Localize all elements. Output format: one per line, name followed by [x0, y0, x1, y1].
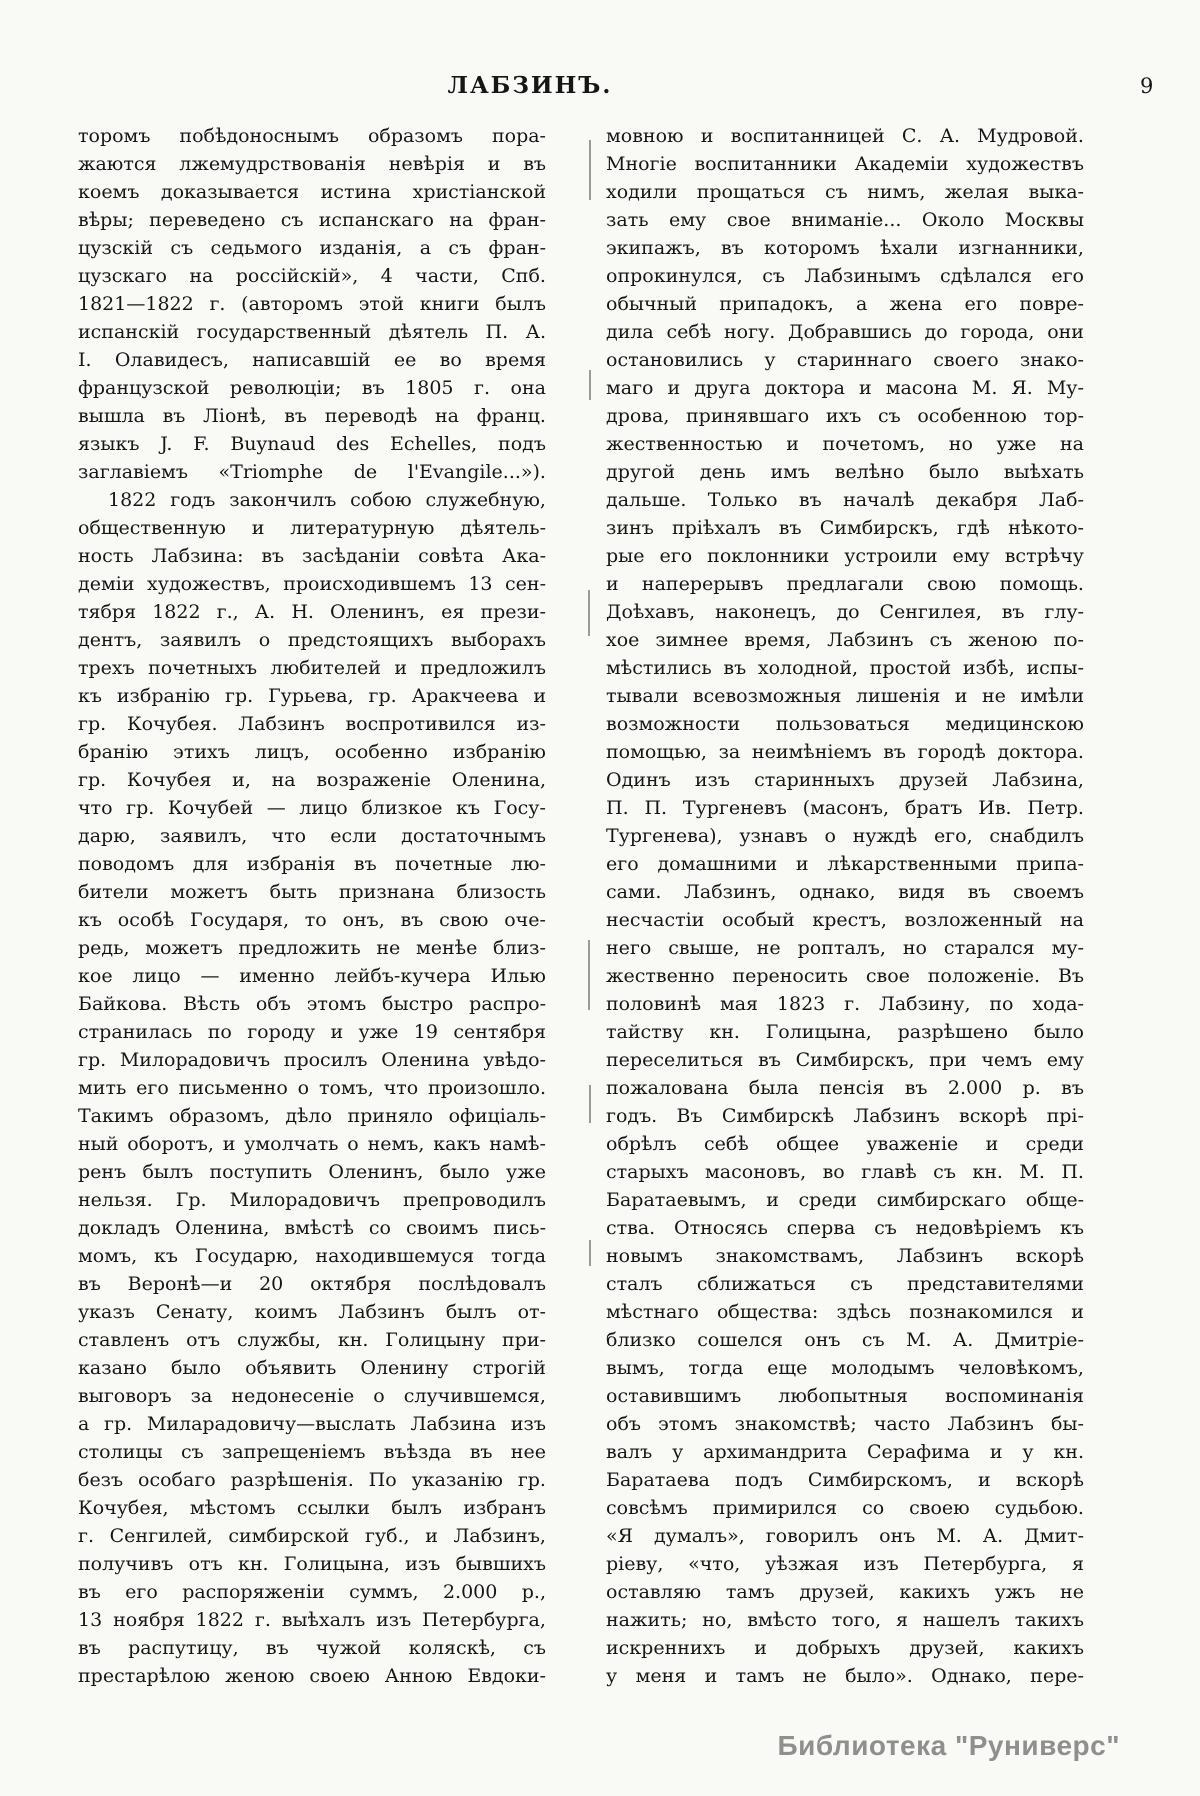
text-line: вышла въ Ліонѣ, въ переводѣ на франц. — [78, 405, 546, 427]
text-line: 13 ноября 1822 г. выѣхалъ изъ Петербурга, — [78, 1609, 546, 1631]
text-line: Многіе воспитанники Академіи художествъ — [606, 153, 1084, 175]
text-line: ставленъ отъ службы, кн. Голицыну при- — [78, 1329, 546, 1351]
column-divider-mark — [589, 370, 591, 400]
text-line: сами. Лабзинъ, однако, видя въ своемъ — [606, 881, 1084, 903]
text-line: жественно переносить свое положеніе. Въ — [606, 965, 1084, 987]
column-divider-mark — [588, 590, 590, 636]
text-line: поводомъ для избранія въ почетные лю- — [78, 853, 546, 875]
text-line: коемъ доказывается истина христіанской — [78, 181, 546, 203]
text-line: трехъ почетныхъ любителей и предложилъ — [78, 657, 546, 679]
text-line: другой день имъ велѣно было выѣхать — [606, 461, 1084, 483]
text-line: пожалована была пенсія въ 2.000 р. въ — [606, 1077, 1084, 1099]
text-line: къ избранію гр. Гурьева, гр. Аракчеева и — [78, 685, 546, 707]
text-line: экипажъ, въ которомъ ѣхали изгнанники, — [606, 237, 1084, 259]
text-line: у меня и тамъ не было». Однако, пере- — [606, 1665, 1084, 1687]
text-line: дальше. Только въ началѣ декабря Лаб- — [606, 489, 1084, 511]
text-line: помощью, за неимѣніемъ въ городѣ доктора. — [606, 741, 1084, 763]
text-line: оставляю тамъ друзей, какихъ ужъ не — [606, 1581, 1084, 1603]
text-line: рые его поклонники устроили ему встрѣчу — [606, 545, 1084, 567]
text-line: мѣстнаго общества: здѣсь познакомился и — [606, 1301, 1084, 1323]
text-line: «Я думалъ», говорилъ онъ М. А. Дмит- — [606, 1525, 1084, 1547]
text-line: докладъ Оленина, вмѣстѣ со своимъ пись- — [78, 1217, 546, 1239]
text-line: гр. Милорадовичъ просилъ Оленина увѣдо- — [78, 1049, 546, 1071]
text-line: годъ. Въ Симбирскѣ Лабзинъ вскорѣ прі- — [606, 1105, 1084, 1127]
text-column-left — [78, 122, 546, 1690]
text-line: зинъ пріѣхалъ въ Симбирскъ, гдѣ нѣкото- — [606, 517, 1084, 539]
text-line: мить его письменно о томъ, что произошло. — [78, 1077, 546, 1099]
text-line: объ этомъ знакомствѣ; часто Лабзинъ бы- — [606, 1413, 1084, 1435]
text-line: цузскаго на россійскій», 4 части, Спб. — [78, 265, 546, 287]
text-line: Байкова. Вѣсть объ этомъ быстро распро- — [78, 993, 546, 1015]
text-line: обрѣлъ себѣ общее уваженіе и среди — [606, 1133, 1084, 1155]
text-line: безъ особаго разрѣшенія. По указанію гр. — [78, 1469, 546, 1491]
text-line: указъ Сенату, коимъ Лабзинъ былъ от- — [78, 1301, 546, 1323]
text-line: вѣры; переведено съ испанскаго на фран- — [78, 209, 546, 231]
text-line: момъ, къ Государю, находившемуся тогда — [78, 1245, 546, 1267]
text-line: старыхъ масоновъ, во главѣ съ кн. М. П. — [606, 1161, 1084, 1183]
text-line: ходили прощаться съ нимъ, желая выка- — [606, 181, 1084, 203]
text-line: Доѣхавъ, наконецъ, до Сенгилея, въ глу- — [606, 601, 1084, 623]
text-line: и наперерывъ предлагали свою помощь. — [606, 573, 1084, 595]
text-line: несчастіи особый крестъ, возложенный на — [606, 909, 1084, 931]
text-line: въ Веронѣ—и 20 октября послѣдовалъ — [78, 1273, 546, 1295]
text-line: нельзя. Гр. Милорадовичъ препроводилъ — [78, 1189, 546, 1211]
text-line: маго и друга доктора и масона М. Я. Му- — [606, 377, 1084, 399]
text-line: сталъ сближаться съ представителями — [606, 1273, 1084, 1295]
text-line: бранію этихъ лицъ, особенно избранію — [78, 741, 546, 763]
text-line: Одинъ изъ старинныхъ друзей Лабзина, — [606, 769, 1084, 791]
text-line: Баратаева подъ Симбирскомъ, и вскорѣ — [606, 1469, 1084, 1491]
text-line: торомъ побѣдоноснымъ образомъ пора- — [78, 125, 546, 147]
text-line: казано было объявить Оленину строгій — [78, 1357, 546, 1379]
text-line: вымъ, тогда еще молодымъ человѣкомъ, — [606, 1357, 1084, 1379]
text-line: а гр. Миларадовичу—выслать Лабзина изъ — [78, 1413, 546, 1435]
text-line: остановились у стариннаго своего знако- — [606, 349, 1084, 371]
text-line: тывали всевозможныя лишенія и не имѣли — [606, 685, 1084, 707]
page-title: ЛАБЗИНЪ. — [447, 72, 613, 99]
text-line: получивъ отъ кн. Голицына, изъ бывшихъ — [78, 1553, 546, 1575]
text-line: Такимъ образомъ, дѣло приняло офиціаль- — [78, 1105, 546, 1127]
column-divider-mark — [589, 1085, 591, 1123]
text-line: г. Сенгилей, симбирской губ., и Лабзинъ, — [78, 1525, 546, 1547]
text-line: ренъ былъ поступить Оленинъ, было уже — [78, 1161, 546, 1183]
text-line: французской революціи; въ 1805 г. она — [78, 377, 546, 399]
text-line: въ распутицу, въ чужой коляскѣ, съ — [78, 1637, 546, 1659]
text-line: кое лицо — именно лейбъ-кучера Илью — [78, 965, 546, 987]
text-line: тября 1822 г., А. Н. Оленинъ, ея прези- — [78, 601, 546, 623]
text-line: Тургенева), узнавъ о нуждѣ его, снабдилъ — [606, 825, 1084, 847]
text-line: заглавіемъ «Triomphe de l'Evangile...»). — [78, 461, 546, 483]
text-line: опрокинулся, съ Лабзинымъ сдѣлался его — [606, 265, 1084, 287]
text-line: ность Лабзина: въ засѣданіи совѣта Ака- — [78, 545, 546, 567]
text-line: обычный припадокъ, а жена его повре- — [606, 293, 1084, 315]
text-line: гр. Кочубея. Лабзинъ воспротивился из- — [78, 713, 546, 735]
text-line: 1822 годъ закончилъ собою служебную, — [108, 489, 546, 511]
text-line: столицы съ запрещеніемъ въѣзда въ нее — [78, 1441, 546, 1463]
text-line: валъ у архимандрита Серафима и у кн. — [606, 1441, 1084, 1463]
text-column-right — [606, 122, 1084, 1690]
text-line: деміи художествъ, происходившемъ 13 сен- — [78, 573, 546, 595]
text-line: ный оборотъ, и умолчать о немъ, какъ намѣ- — [78, 1133, 546, 1155]
text-line: Кочубея, мѣстомъ ссылки былъ избранъ — [78, 1497, 546, 1519]
text-line: П. П. Тургеневъ (масонъ, братъ Ив. Петр. — [606, 797, 1084, 819]
text-line: совсѣмъ примирился со своею судьбою. — [606, 1497, 1084, 1519]
text-line: возможности пользоваться медицинскою — [606, 713, 1084, 735]
text-line: половинѣ мая 1823 г. Лабзину, по хода- — [606, 993, 1084, 1015]
text-line: что гр. Кочубей — лицо близкое къ Госу- — [78, 797, 546, 819]
text-line: дила себѣ ногу. Добравшись до города, они — [606, 321, 1084, 343]
text-line: языкъ J. F. Buynaud des Echelles, подъ — [78, 433, 546, 455]
text-line: ства. Относясь сперва съ недовѣріемъ къ — [606, 1217, 1084, 1239]
text-line: близко сошелся онъ съ М. А. Дмитріе- — [606, 1329, 1084, 1351]
text-line: выговоръ за недонесеніе о случившемся, — [78, 1385, 546, 1407]
text-line: жественностью и почетомъ, но уже на — [606, 433, 1084, 455]
text-line: тайству кн. Голицына, разрѣшено было — [606, 1021, 1084, 1043]
text-line: І. Олавидесъ, написавшій ее во время — [78, 349, 546, 371]
running-head — [0, 72, 1200, 106]
text-line: оставившимъ любопытныя воспоминанія — [606, 1385, 1084, 1407]
text-line: переселиться въ Симбирскъ, при чемъ ему — [606, 1049, 1084, 1071]
text-line: бители можетъ быть признана близость — [78, 881, 546, 903]
text-line: новымъ знакомствамъ, Лабзинъ вскорѣ — [606, 1245, 1084, 1267]
text-line: мѣстились въ холодной, простой избѣ, испы- — [606, 657, 1084, 679]
library-watermark: Библиотека "Руниверс" — [777, 1730, 1120, 1761]
column-divider-mark — [589, 1240, 591, 1266]
text-line: дрова, принявшаго ихъ съ особенною тор- — [606, 405, 1084, 427]
text-line: гр. Кочубея и, на возраженіе Оленина, — [78, 769, 546, 791]
page-number: 9 — [1140, 74, 1154, 98]
text-line: дарю, заявилъ, что если достаточнымъ — [78, 825, 546, 847]
text-line: мовною и воспитанницей С. А. Мудровой. — [606, 125, 1084, 147]
text-line: искреннихъ и добрыхъ друзей, какихъ — [606, 1637, 1084, 1659]
column-divider-mark — [589, 140, 591, 200]
text-line: ріеву, «что, уѣзжая изъ Петербурга, я — [606, 1553, 1084, 1575]
text-line: къ особѣ Государя, то онъ, въ свою оче- — [78, 909, 546, 931]
text-line: зать ему свое вниманіе... Около Москвы — [606, 209, 1084, 231]
text-line: престарѣлою женою своею Анною Евдоки- — [78, 1665, 546, 1687]
text-line: странилась по городу и уже 19 сентября — [78, 1021, 546, 1043]
text-line: него свыше, не ропталъ, но старался му- — [606, 937, 1084, 959]
text-line: 1821—1822 г. (авторомъ этой книги былъ — [78, 293, 546, 315]
text-line: общественную и литературную дѣятель- — [78, 517, 546, 539]
column-divider-mark — [588, 940, 590, 1010]
text-line: редь, можетъ предложить не менѣе близ- — [78, 937, 546, 959]
text-line: въ его распоряженіи суммъ, 2.000 р., — [78, 1581, 546, 1603]
text-line: Баратаевымъ, и среди симбирскаго обще- — [606, 1189, 1084, 1211]
text-line: его домашними и лѣкарственными припа- — [606, 853, 1084, 875]
text-line: цузскій съ седьмого изданія, а съ фран- — [78, 237, 546, 259]
text-line: дентъ, заявилъ о предстоящихъ выборахъ — [78, 629, 546, 651]
text-line: нажить; но, вмѣсто того, я нашелъ такихъ — [606, 1609, 1084, 1631]
text-line: жаются лжемудрствованія невѣрія и въ — [78, 153, 546, 175]
text-line: испанскій государственный дѣятель П. А. — [78, 321, 546, 343]
text-line: хое зимнее время, Лабзинъ съ женою по- — [606, 629, 1084, 651]
